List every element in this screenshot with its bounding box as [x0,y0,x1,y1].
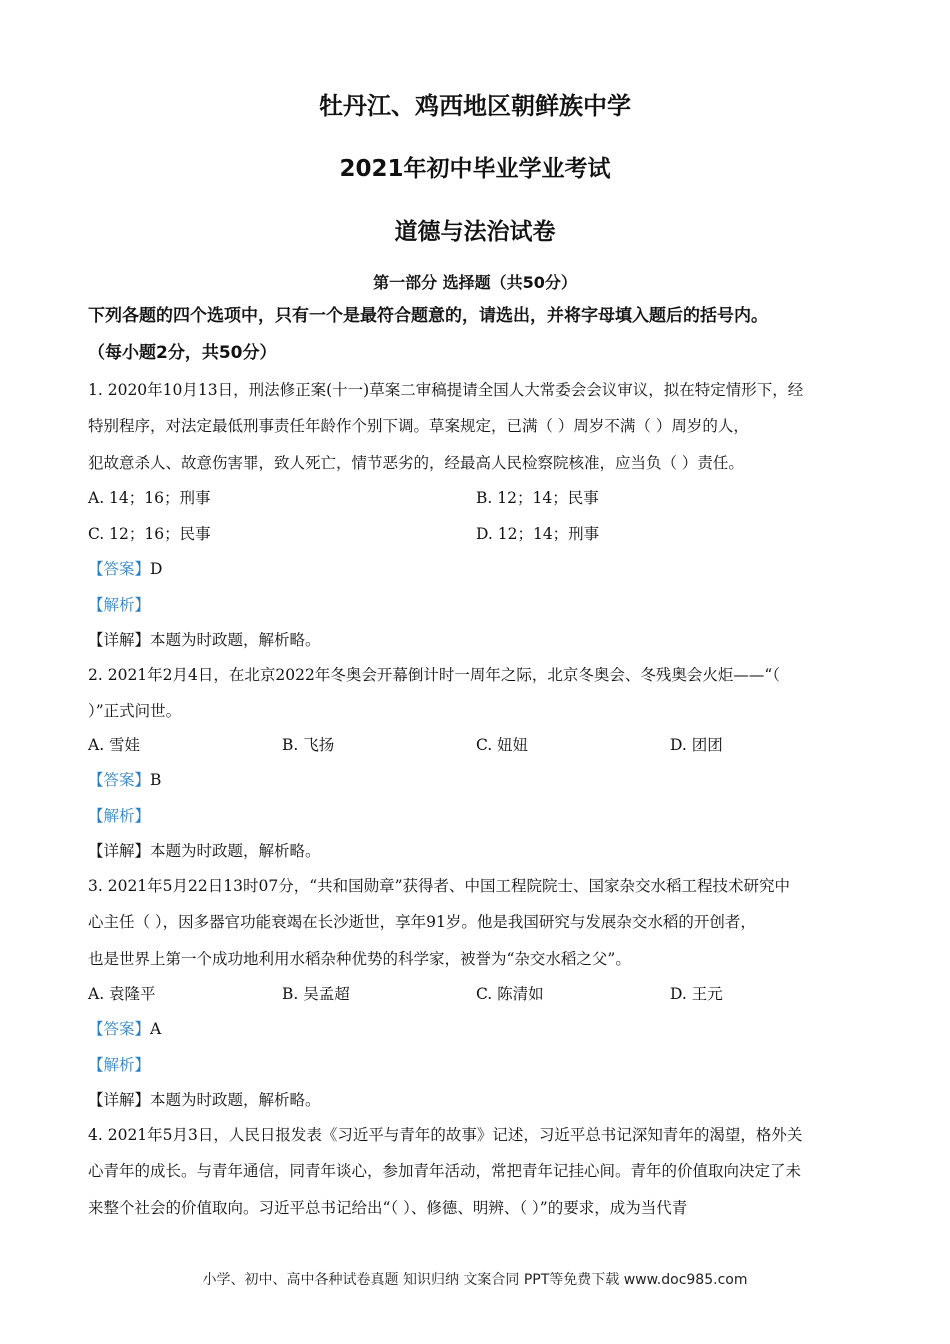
q3-option-b: B. 吴孟超 [282,985,350,1003]
q3-line-1: 3. 2021年5月22日13时07分，“共和国勋章”获得者、中国工程院院士、国家杂交水稻工程技术研究中 [88,877,791,895]
q1-answer-row [88,559,162,579]
q2-detail-row [88,841,321,861]
school-title: 牡丹江、鸡西地区朝鲜族中学 [319,92,631,120]
answer-label: 【答案】 [88,771,151,789]
q1-line-1: 1. 2020年10月13日，刑法修正案(十一)草案二审稿提请全国人大常委会会议审议，拟在特定情形下，经 [88,381,804,399]
page-footer: 小学、初中、高中各种试卷真题 知识归纳 文案合同 PPT等免费下载 www.doc985.com [202,1272,748,1288]
q3-detail: 本题为时政题，解析略。 [150,1091,321,1109]
q2-answer-row [88,770,161,790]
q1-analysis-label: 【解析】 [88,596,151,614]
q2-option-c: C. 妞妞 [476,736,529,754]
q1-line-2: 特别程序，对法定最低刑事责任年龄作个别下调。草案规定，已满（ ）周岁不满（ ）周岁的人， [88,417,749,435]
q1-answer: D [150,560,163,578]
answer-label: 【答案】 [88,560,151,578]
section-scoring-note: （每小题2分，共50分） [88,343,277,363]
q3-answer-row [88,1019,161,1039]
q1-line-3: 犯故意杀人、故意伤害罪，致人死亡，情节恶劣的，经最高人民检察院核准，应当负（ ）责任。 [88,454,744,472]
q3-line-3: 也是世界上第一个成功地利用水稻杂种优势的科学家，被誉为“杂交水稻之父”。 [88,950,631,968]
q2-option-a: A. 雪娃 [88,736,141,754]
q2-option-b: B. 飞扬 [282,736,335,754]
q4-line-1: 4. 2021年5月3日，人民日报发表《习近平与青年的故事》记述，习近平总书记深知青年的渴望，格外关 [88,1126,803,1144]
q4-line-3: 来整个社会的价值取向。习近平总书记给出“（ ）、修德、明辨、（ ）”的要求，成为当代青 [88,1199,688,1217]
q1-option-b: B. 12；14；民事 [476,489,599,507]
q3-line-2: 心主任（ ），因多器官功能衰竭在长沙逝世，享年91岁。他是我国研究与发展杂交水稻的开创者， [88,913,756,931]
q3-detail-row [88,1090,321,1110]
q3-option-c: C. 陈清如 [476,985,544,1003]
q3-option-d: D. 王元 [670,985,723,1003]
detail-label: 【详解】 [88,1091,151,1109]
q2-detail: 本题为时政题，解析略。 [150,842,321,860]
q2-analysis-label: 【解析】 [88,807,151,825]
q2-answer: B [150,771,162,789]
detail-label: 【详解】 [88,631,151,649]
q1-detail-row [88,630,321,650]
q2-option-d: D. 团团 [670,736,723,754]
exam-title: 2021年初中毕业学业考试 [339,156,611,182]
q3-answer: A [150,1020,162,1038]
q4-line-2: 心青年的成长。与青年通信，同青年谈心，参加青年活动，常把青年记挂心间。青年的价值取向决定了未 [88,1162,802,1180]
q3-option-a: A. 袁隆平 [88,985,156,1003]
subject-title: 道德与法治试卷 [394,219,556,245]
detail-label: 【详解】 [88,842,151,860]
q1-option-a: A. 14；16；刑事 [88,489,211,507]
q1-option-c: C. 12；16；民事 [88,525,211,543]
q2-line-1: 2. 2021年2月4日，在北京2022年冬奥会开幕倒计时一周年之际，北京冬奥会、冬残奥会火炬——“（ [88,666,781,684]
q1-option-d: D. 12；14；刑事 [476,525,600,543]
q2-line-2: ）”正式问世。 [88,702,182,720]
q1-detail: 本题为时政题，解析略。 [150,631,321,649]
section-title: 第一部分 选择题（共50分） [373,273,577,292]
q3-analysis-label: 【解析】 [88,1056,151,1074]
answer-label: 【答案】 [88,1020,151,1038]
section-instruction: 下列各题的四个选项中，只有一个是最符合题意的，请选出，并将字母填入题后的括号内。 [88,306,768,326]
